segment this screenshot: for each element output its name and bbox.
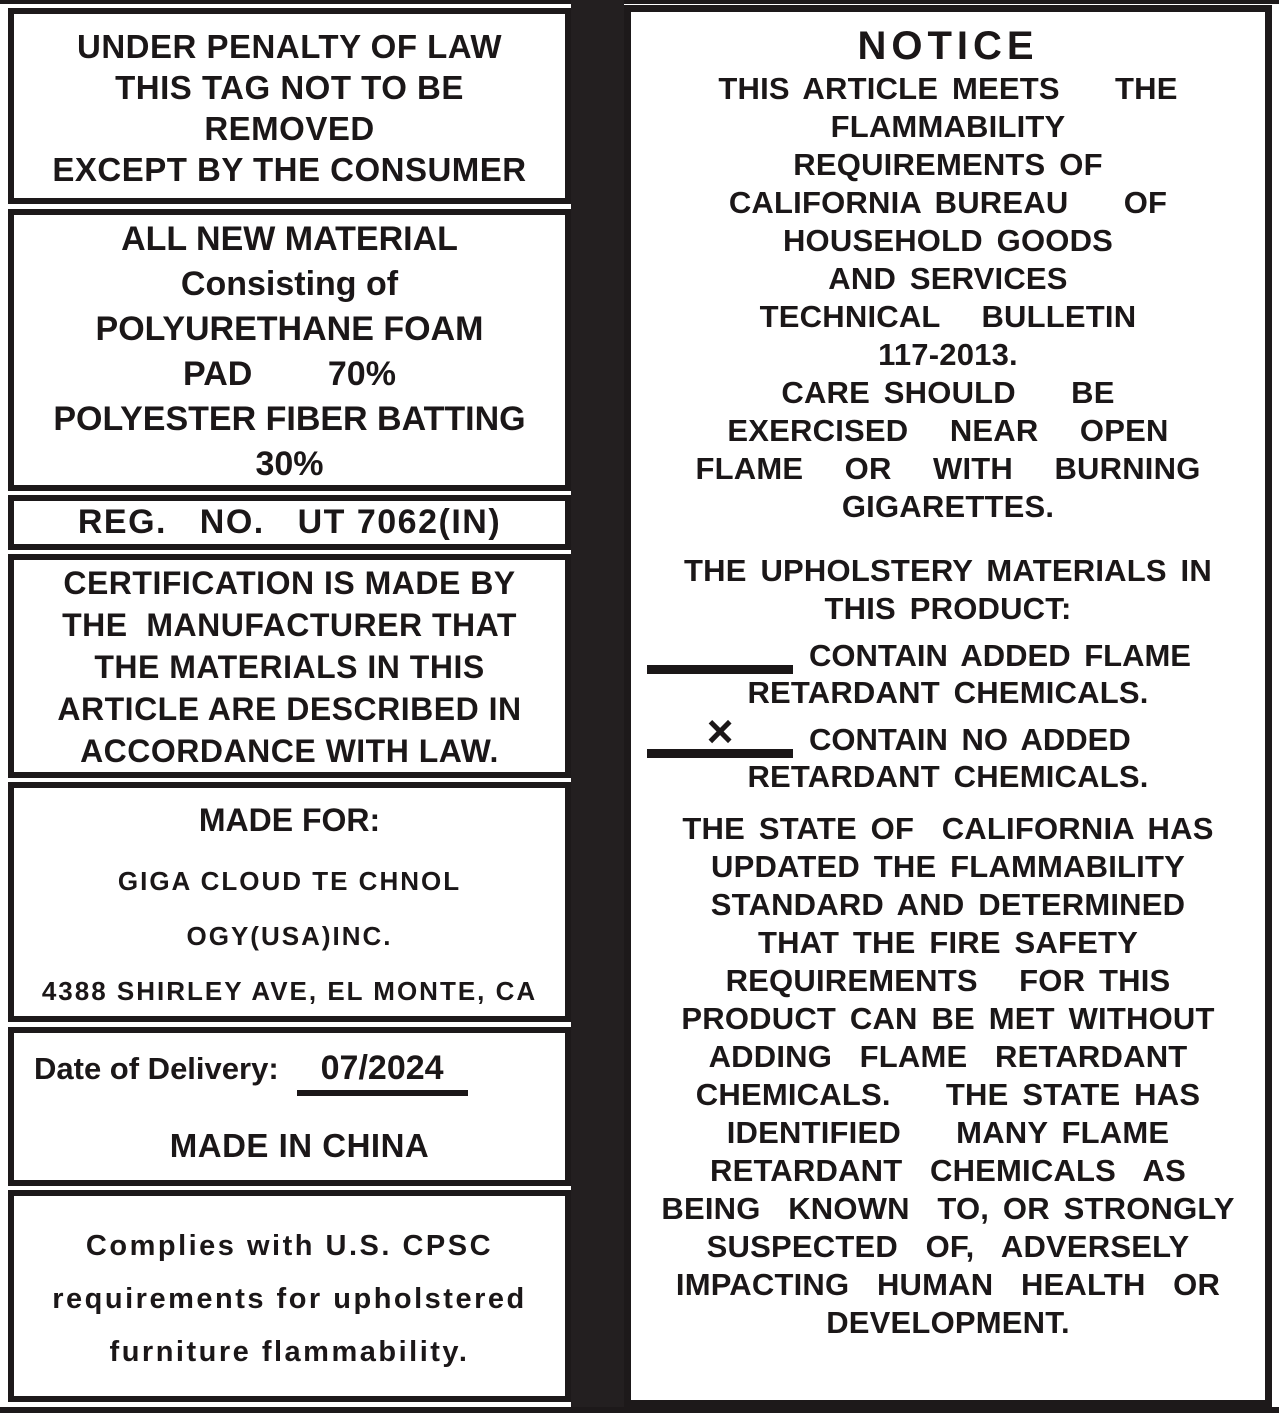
text-line: 117-2013. bbox=[878, 337, 1018, 372]
certification-box bbox=[8, 554, 571, 778]
text-line: CHEMICALS. THE STATE HAS bbox=[695, 1077, 1201, 1112]
registration-number: REG. NO. UT 7062(IN) bbox=[77, 503, 502, 541]
delivery-date-box bbox=[8, 1027, 571, 1186]
text-line: TECHNICAL BULLETIN bbox=[759, 299, 1137, 334]
text-line: UNDER PENALTY OF LAW bbox=[77, 28, 502, 65]
text-line: requirements for upholstered bbox=[52, 1283, 527, 1315]
blank-line bbox=[647, 627, 793, 674]
text-line: furniture flammability. bbox=[109, 1336, 470, 1368]
column-divider-bar bbox=[571, 0, 624, 1413]
notice-box bbox=[624, 5, 1272, 1407]
made-for-title: MADE FOR: bbox=[198, 802, 381, 838]
text-line: THIS TAG NOT TO BE bbox=[115, 69, 464, 106]
text-line: ACCORDANCE WITH LAW. bbox=[80, 733, 499, 769]
text-line: THE MANUFACTURER THAT bbox=[62, 607, 517, 643]
text-line: SUSPECTED OF, ADVERSELY bbox=[706, 1229, 1190, 1264]
text-line: THIS ARTICLE MEETS THE bbox=[718, 71, 1178, 106]
text-line: POLYESTER FIBER BATTING bbox=[53, 400, 526, 438]
top-edge-line bbox=[0, 0, 1279, 4]
text-line: CALIFORNIA BUREAU OF bbox=[728, 185, 1168, 220]
text-line: CARE SHOULD BE bbox=[781, 375, 1115, 410]
text-line: THIS PRODUCT: bbox=[824, 591, 1072, 626]
text-line: ARTICLE ARE DESCRIBED IN bbox=[57, 691, 522, 727]
registration-number-box bbox=[8, 495, 571, 550]
text-line: RETARDANT CHEMICALS AS bbox=[709, 1153, 1186, 1188]
text-line: UPDATED THE FLAMMABILITY bbox=[710, 849, 1186, 884]
spacer bbox=[631, 526, 1265, 552]
text-line: CERTIFICATION IS MADE BY bbox=[63, 565, 516, 601]
material-subtitle: Consisting of bbox=[180, 265, 399, 303]
text-line: 30% bbox=[255, 445, 324, 483]
text-line: STANDARD AND DETERMINED bbox=[710, 887, 1186, 922]
option-contain-no-added-row bbox=[631, 705, 1265, 758]
notice-title: NOTICE bbox=[857, 24, 1039, 68]
penalty-warning-box bbox=[8, 8, 571, 204]
text-line: POLYURETHANE FOAM bbox=[95, 310, 484, 348]
text-line: EXCEPT BY THE CONSUMER bbox=[52, 151, 527, 188]
text-line: THE STATE OF CALIFORNIA HAS bbox=[682, 811, 1214, 846]
x-mark: × bbox=[647, 711, 793, 758]
text-line: Complies with U.S. CPSC bbox=[85, 1230, 494, 1262]
text-line: THAT THE FIRE SAFETY bbox=[757, 925, 1139, 960]
delivery-date-label: Date of Delivery: bbox=[34, 1051, 279, 1086]
material-contents-box bbox=[8, 209, 571, 491]
text-line: FLAMMABILITY bbox=[830, 109, 1066, 144]
text-line: DEVELOPMENT. bbox=[826, 1305, 1070, 1340]
text-line: EXERCISED NEAR OPEN bbox=[727, 413, 1169, 448]
text-line: REQUIREMENTS OF bbox=[793, 147, 1103, 182]
text-line: FLAME OR WITH BURNING bbox=[695, 451, 1201, 486]
text-line: HOUSEHOLD GOODS bbox=[782, 223, 1114, 258]
text-line: GIGARETTES. bbox=[841, 489, 1055, 524]
text-line: GIGA CLOUD TE CHNOL OGY(USA)INC. bbox=[117, 866, 471, 951]
text-line: BEING KNOWN TO, OR STRONGLY bbox=[661, 1191, 1235, 1226]
delivery-date-value: 07/2024 bbox=[297, 1049, 468, 1096]
bottom-edge-line bbox=[0, 1407, 1279, 1413]
text-line: REMOVED bbox=[204, 110, 375, 147]
text-line: PRODUCT CAN BE MET WITHOUT bbox=[681, 1001, 1215, 1036]
text-line: THE UPHOLSTERY MATERIALS IN bbox=[684, 553, 1212, 588]
option-contain-added-text2: RETARDANT CHEMICALS. bbox=[747, 675, 1149, 710]
option-contain-no-added-text2: RETARDANT CHEMICALS. bbox=[747, 759, 1149, 794]
option-contain-added-row bbox=[631, 628, 1265, 674]
option-contain-added-text: CONTAIN ADDED FLAME bbox=[809, 638, 1191, 673]
option-contain-no-added-text: CONTAIN NO ADDED bbox=[809, 722, 1131, 757]
flammability-notice-paragraph bbox=[631, 70, 1265, 526]
text-line: REQUIREMENTS FOR THIS bbox=[725, 963, 1171, 998]
country-of-origin: MADE IN CHINA bbox=[169, 1127, 430, 1164]
upholstery-materials-intro bbox=[631, 552, 1265, 628]
text-line: IDENTIFIED MANY FLAME bbox=[726, 1115, 1170, 1150]
text-line: AND SERVICES bbox=[828, 261, 1068, 296]
text-line: IMPACTING HUMAN HEALTH OR bbox=[675, 1267, 1221, 1302]
state-flammability-paragraph bbox=[631, 810, 1265, 1342]
spacer bbox=[631, 796, 1265, 810]
delivery-date-row bbox=[34, 1049, 565, 1095]
text-line: ADDING FLAME RETARDANT bbox=[708, 1039, 1188, 1074]
cpsc-compliance-box bbox=[8, 1190, 571, 1402]
material-title: ALL NEW MATERIAL bbox=[121, 220, 458, 258]
material-lines bbox=[14, 307, 565, 487]
made-for-box bbox=[8, 782, 571, 1022]
text-line: 4388 SHIRLEY AVE, EL MONTE, CA bbox=[41, 976, 538, 1006]
text-line: PAD 70% bbox=[183, 355, 396, 393]
text-line: THE MATERIALS IN THIS bbox=[94, 649, 485, 685]
